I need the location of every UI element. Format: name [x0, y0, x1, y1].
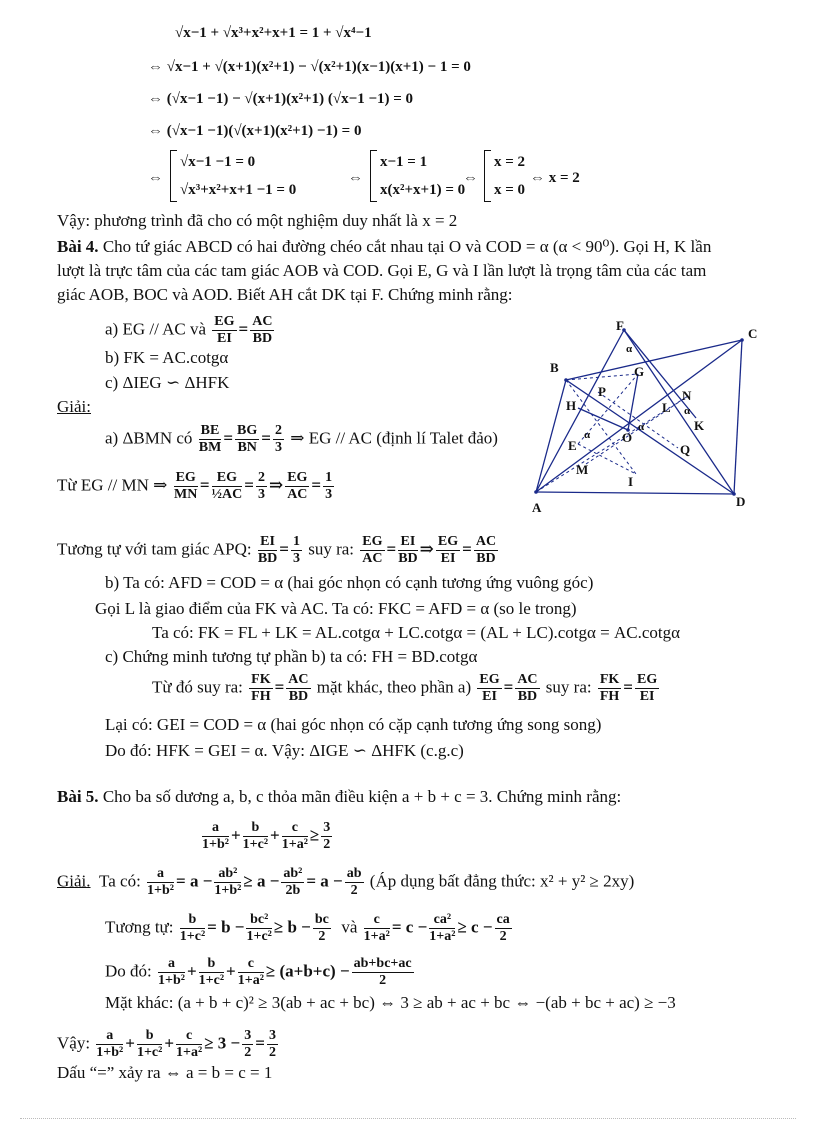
bai4-sol-c-4: Do đó: HFK = GEI = α. Vậy: ΔIGE ∽ ΔHFK (c.g.c)	[105, 741, 464, 760]
bai4-sol-c-2: Từ đó suy ra: $\frac{FK}{FH}$ = $\frac{AC}{BD}$ mặt khác, theo phần a) $\frac{EG}{EI}$ = $\frac{AC}{BD}$ suy ra: $\frac{FK}{FH}$ = $\frac{EG}{EI}$	[152, 672, 658, 704]
label-o: O	[622, 430, 633, 445]
system-bracket-1	[170, 150, 177, 202]
frac: $\frac{1}{3}$	[325, 470, 333, 502]
label-a: A	[532, 500, 542, 515]
frac: $\frac{EG}{\text{½AC}}$	[211, 470, 243, 502]
text: (Áp dụng bất đẳng thức: x² + y² ≥ 2xy)	[369, 871, 635, 891]
bai4-sol-b-2: Gọi L là giao điểm của FK và AC. Ta có: FKC = AFD = α (so le trong)	[95, 599, 577, 618]
bai5-inequality: $\frac{a}{\text{1+b²}}$ + $\frac{b}{\text{1+c²}}$ + $\frac{c}{\text{1+a²}}$ ≥ $\frac{3}{2}$	[202, 820, 331, 852]
frac: $\frac{FK}{FH}$	[599, 672, 620, 704]
text: Tương tự với tam giác APQ:	[57, 539, 252, 559]
text: suy ra:	[308, 539, 355, 559]
edge-cd	[734, 340, 742, 494]
bai5-step3: Do đó: $\frac{a}{\text{1+b²}}$ + $\frac{b}{\text{1+c²}}$ + $\frac{c}{\text{1+a²}}$ ≥ (a+b+c) − $\frac{ab+bc+ac}{2}$	[105, 956, 412, 988]
frac: $\frac{EG}{AC}$	[362, 534, 383, 566]
bai4-statement-line1	[57, 236, 711, 258]
text: ⇒ EG // AC (định lí Talet đảo)	[290, 428, 498, 448]
frac: $\frac{c}{\text{1+a²}}$	[281, 820, 308, 852]
frac: $\frac{2}{3}$	[274, 423, 282, 455]
bai3-sys1-a: √x−1 −1 = 0	[180, 154, 256, 170]
bai4-part-c: c) ΔIEG ∽ ΔHFK	[105, 373, 230, 392]
frac: $\frac{ab+bc+ac}{2}$	[353, 956, 412, 988]
bai4-sol-a-3: Tương tự với tam giác APQ: $\frac{EI}{BD}$ = $\frac{1}{3}$ suy ra: $\frac{EG}{AC}$ = $\frac{EI}{BD}$ ⇒ $\frac{EG}{EI}$ = $\frac{AC}{BD}$	[57, 534, 497, 566]
bai3-sys1-b: √x³+x²+x+1 −1 = 0	[180, 182, 297, 198]
bai3-sys2-b: x(x²+x+1) = 0	[380, 182, 466, 198]
frac: $\frac{AC}{BD}$	[288, 672, 309, 704]
frac: $\frac{c}{\text{1+a²}}$	[176, 1028, 203, 1060]
label-d: D	[736, 494, 746, 509]
label-f: F	[616, 318, 624, 333]
text: Do đó:	[105, 961, 152, 981]
bai4-sol-c-1: c) Chứng minh tương tự phần b) ta có: FH = BD.cotgα	[105, 647, 478, 666]
label-b: B	[550, 360, 559, 375]
frac: $\frac{FK}{FH}$	[251, 672, 271, 704]
label-i: I	[628, 474, 634, 489]
frac: $\frac{bc}{2}$	[314, 912, 329, 944]
frac: $\frac{3}{2}$	[244, 1028, 252, 1060]
bai3-eq4: ⇔ (√x−1 −1)(√(x+1)(x²+1) −1) = 0	[148, 123, 362, 139]
frac: $\frac{b}{\text{1+c²}}$	[242, 820, 269, 852]
label-alpha-l: α	[684, 405, 691, 417]
bai5-giai-label: Giải.	[57, 871, 91, 891]
frac: $\frac{2}{3}$	[257, 470, 265, 502]
bai3-eq2: ⇔ √x−1 + √(x+1)(x²+1) − √(x²+1)(x−1)(x+1) − 1 = 0	[148, 59, 471, 75]
bai5-step4: Mặt khác: (a + b + c)² ≥ 3(ab + ac + bc) ⇔ 3 ≥ ab + ac + bc ⇔ −(ab + bc + ac) ≥ −3	[105, 993, 676, 1012]
text: Vậy:	[57, 1033, 91, 1053]
frac: $\frac{b}{\text{1+c²}}$	[198, 956, 225, 988]
edge-ab	[536, 380, 566, 492]
frac: $\frac{a}{\text{1+b²}}$	[96, 1028, 124, 1060]
label-c: C	[748, 326, 758, 341]
part-a-text: a) EG // AC và	[105, 319, 207, 339]
frac: $\frac{ab}{2}$	[346, 866, 362, 898]
bai3-sys3-a: x = 2	[494, 154, 526, 170]
bai3-sys2-a: x−1 = 1	[380, 154, 428, 170]
frac: $\frac{AC}{BD}$	[475, 534, 497, 566]
text: Từ EG // MN ⇒	[57, 475, 168, 495]
frac: $\frac{EI}{BD}$	[398, 534, 418, 566]
label-alpha-f: α	[626, 343, 633, 355]
bai3-conclusion: Vậy: phương trình đã cho có một nghiệm duy nhất là x = 2	[57, 211, 458, 230]
text: a) ΔBMN có	[105, 428, 193, 448]
bai4-statement-line3: giác AOB, BOC và AOD. Biết AH cắt DK tại F. Chứng minh rằng:	[57, 285, 513, 304]
frac: $\frac{EG}{EI}$	[636, 672, 658, 704]
bai4-statement-1: Cho tứ giác ABCD có hai đường chéo cắt nhau tại O và COD = α (α < 90⁰). Gọi H, K lần	[102, 237, 712, 256]
bai5-step2: Tương tự: $\frac{b}{\text{1+c²}}$ = b − $\frac{\text{bc²}}{\text{1+c²}}$ ≥ b − $\frac{bc}{2}$ và $\frac{c}{\text{1+a²}}$ = c − $\frac{\text{ca²}}{\text{1+a²}}$ ≥ c − $\frac{ca}{2}$	[105, 912, 510, 944]
bai4-part-a: a) EG // AC và $\frac{EG}{EI}$ = $\frac{AC}{BD}$	[105, 314, 273, 346]
page-footer-divider	[20, 1118, 796, 1119]
frac: $\frac{b}{\text{1+c²}}$	[179, 912, 206, 944]
line-go	[628, 374, 638, 430]
bai4-sol-a-2: Từ EG // MN ⇒ $\frac{EG}{MN}$ = $\frac{EG}{\text{½AC}}$ = $\frac{2}{3}$ ⇒ $\frac{EG}{AC}$ = $\frac{1}{3}$	[57, 470, 333, 502]
system-bracket-3	[484, 150, 491, 202]
frac: $\frac{b}{\text{1+c²}}$	[136, 1028, 163, 1060]
text: và	[341, 917, 358, 937]
label-e: E	[568, 438, 577, 453]
bai5-step5: Vậy: $\frac{a}{\text{1+b²}}$ + $\frac{b}{\text{1+c²}}$ + $\frac{c}{\text{1+a²}}$ ≥ 3 − $\frac{3}{2}$ = $\frac{3}{2}$	[57, 1028, 276, 1060]
frac: $\frac{AC}{BD}$	[517, 672, 538, 704]
text: suy ra:	[545, 677, 592, 697]
bai4-statement-line2: lượt là trực tâm của các tam giác AOB và COD. Gọi E, G và I lần lượt là trọng tâm của các tam	[57, 261, 707, 280]
bai4-sol-b-3: Ta có: FK = FL + LK = AL.cotgα + LC.cotgα = (AL + LC).cotgα = AC.cotgα	[152, 623, 681, 642]
label-n: N	[682, 388, 692, 403]
bai5-title: Bài 5.	[57, 787, 99, 806]
bai4-giai-label: Giải:	[57, 397, 91, 416]
bai5-equality: Dấu “=” xảy ra ⇔ a = b = c = 1	[57, 1063, 273, 1082]
system-bracket-2	[370, 150, 377, 202]
label-alpha-e: α	[584, 429, 591, 441]
frac: $\frac{1}{3}$	[292, 534, 300, 566]
frac: $\frac{EG}{EI}$	[437, 534, 459, 566]
text: Ta có:	[99, 871, 141, 891]
frac: $\frac{EG}{EI}$	[214, 314, 235, 346]
bai4-sol-a-1: a) ΔBMN có $\frac{BE}{BM}$ = $\frac{BG}{BN}$ = $\frac{2}{3}$ ⇒ EG // AC (định lí Talet đảo)	[105, 423, 498, 455]
frac: $\frac{c}{\text{1+a²}}$	[363, 912, 390, 944]
line-hl	[578, 408, 628, 430]
frac: $\frac{c}{\text{1+a²}}$	[237, 956, 264, 988]
bai3-eq3: ⇔ (√x−1 −1) − √(x+1)(x²+1) (√x−1 −1) = 0	[148, 91, 414, 107]
frac: $\frac{EG}{AC}$	[287, 470, 308, 502]
bai4-sol-b-1: b) Ta có: AFD = COD = α (hai góc nhọn có cạnh tương ứng vuông góc)	[105, 573, 594, 592]
frac: $\frac{\text{ca²}}{\text{1+a²}}$	[429, 912, 456, 944]
bai5-step1: Giải. Ta có: $\frac{a}{\text{1+b²}}$ = a − $\frac{\text{ab²}}{\text{1+b²}}$ ≥ a − $\frac{\text{ab²}}{2b}$ = a − $\frac{ab}{2}$ (Áp dụng bất đẳng thức: x² + y² ≥ 2xy)	[57, 866, 635, 898]
frac: $\frac{EG}{MN}$	[174, 470, 198, 502]
text: Cho ba số dương a, b, c thỏa mãn điều kiện a + b + c = 3. Chứng minh rằng:	[102, 787, 622, 806]
bai5-statement	[57, 786, 621, 808]
frac: $\frac{\text{ab²}}{2b}$	[283, 866, 303, 898]
frac: $\frac{ca}{2}$	[496, 912, 510, 944]
text: Tương tự:	[105, 917, 174, 937]
bai3-sys-mid1: ⇔	[348, 170, 363, 186]
bai4-title: Bài 4.	[57, 237, 99, 256]
bai3-sys-prefix: ⇔	[148, 170, 163, 186]
label-k: K	[694, 418, 705, 433]
bai3-sys-result: ⇔ x = 2	[530, 170, 580, 186]
frac: $\frac{AC}{BD}$	[252, 314, 273, 346]
bai3-eq1: √x−1 + √x³+x²+x+1 = 1 + √x⁴−1	[175, 25, 372, 41]
edge-da	[536, 492, 734, 494]
label-m: M	[576, 462, 589, 477]
bai4-part-b: b) FK = AC.cotgα	[105, 348, 229, 367]
frac: $\frac{a}{\text{1+b²}}$	[147, 866, 175, 898]
bai3-sys3-b: x = 0	[494, 182, 526, 198]
bai4-sol-c-3: Lại có: GEI = COD = α (hai góc nhọn có cặp cạnh tương ứng song song)	[105, 715, 602, 734]
label-h: H	[566, 398, 577, 413]
label-l: L	[662, 400, 671, 415]
label-alpha-o: α	[638, 421, 645, 433]
frac: $\frac{BG}{BN}$	[237, 423, 258, 455]
label-g: G	[634, 364, 645, 379]
label-p: P	[598, 384, 606, 399]
geometry-figure	[528, 318, 768, 518]
frac: $\frac{\text{ab²}}{\text{1+b²}}$	[214, 866, 242, 898]
frac: $\frac{EI}{BD}$	[257, 534, 278, 566]
diagonal-bd	[566, 380, 734, 494]
frac: $\frac{\text{bc²}}{\text{1+c²}}$	[246, 912, 272, 944]
frac: $\frac{a}{\text{1+b²}}$	[202, 820, 229, 852]
label-q: Q	[680, 442, 691, 457]
frac: $\frac{3}{2}$	[268, 1028, 276, 1060]
frac: $\frac{3}{2}$	[323, 820, 331, 852]
dashed-mn	[586, 396, 691, 464]
text: Từ đó suy ra:	[152, 677, 243, 697]
bai3-sys-mid2: ⇔	[463, 170, 478, 186]
frac: $\frac{EG}{EI}$	[479, 672, 500, 704]
text: mặt khác, theo phần a)	[316, 677, 472, 697]
frac: $\frac{a}{\text{1+b²}}$	[158, 956, 185, 988]
frac: $\frac{BE}{BM}$	[198, 423, 222, 455]
